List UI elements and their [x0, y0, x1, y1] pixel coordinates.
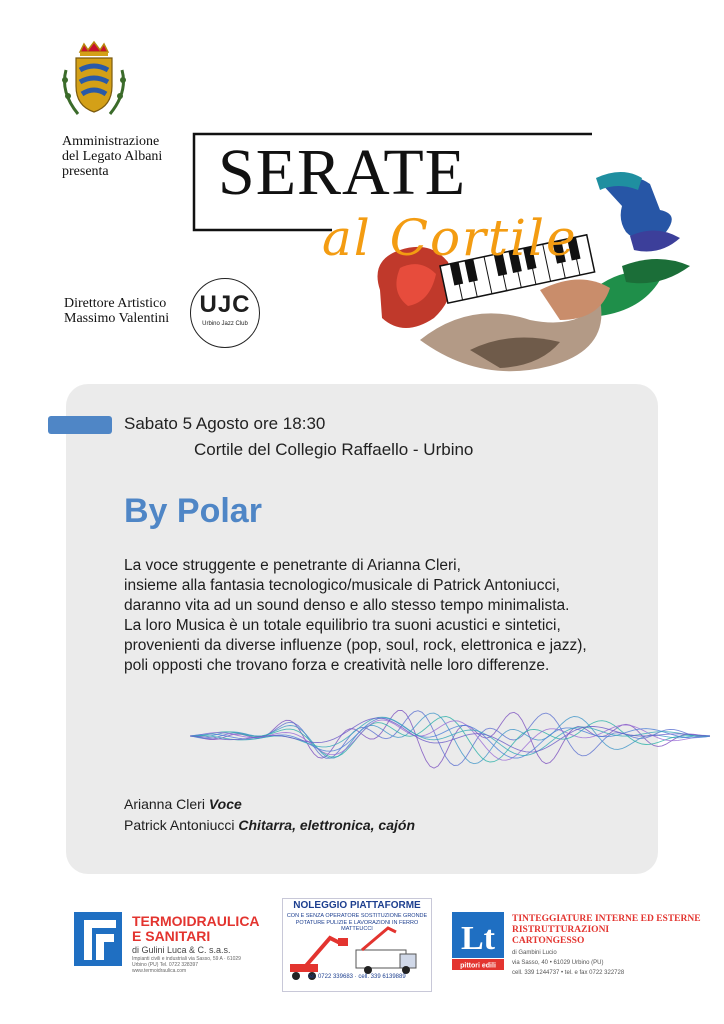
- director-name: Massimo Valentini: [64, 311, 170, 326]
- service-line: CON E SENZA OPERATORE SOSTITUZIONE GRONDE: [286, 913, 428, 919]
- event-title: By Polar: [124, 492, 262, 530]
- sponsor-name-line: TERMOIDRAULICA: [132, 913, 260, 929]
- service-line: POTATURE PULIZIE E LAVORAZIONI IN FERRO: [295, 919, 419, 926]
- pittori-mark-text: Lt: [461, 920, 495, 957]
- service-line: RISTRUTTURAZIONI: [512, 925, 610, 935]
- pittori-mark-caption: pittori edili: [460, 962, 496, 970]
- performers-list: [124, 794, 415, 836]
- termoidraulica-name: [132, 914, 260, 944]
- presenter-line: presenta: [62, 164, 109, 179]
- contact-line: Urbino (PU) Tel. 0722 328397: [132, 962, 199, 968]
- performer-name: Arianna Cleri: [124, 796, 205, 812]
- pittori-contacts: [512, 948, 624, 978]
- performer-name: Patrick Antoniucci: [124, 817, 235, 833]
- presenter-line: del Legato Albani: [62, 149, 163, 164]
- description-line: poli opposti che trovano forza e creatività nelle loro differenze.: [124, 657, 550, 674]
- contact-line: cell. 339 1244737 • tel. e fax 0722 322728: [512, 970, 625, 976]
- performer-item: [124, 794, 415, 815]
- description-line: insieme alla fantasia tecnologico/musicale di Patrick Antoniucci,: [124, 577, 560, 594]
- event-description: [124, 556, 624, 676]
- noleggio-services: [282, 913, 432, 933]
- event-day: Sabato: [124, 414, 178, 433]
- accent-tab: [48, 416, 112, 434]
- contact-line: via Sasso, 40 • 61029 Urbino (PU): [512, 960, 604, 966]
- presenter-line: Amministrazione: [62, 134, 160, 149]
- wave-line: [190, 713, 710, 764]
- presenter-text: [62, 134, 162, 179]
- ujc-logo: [190, 278, 260, 348]
- wave-line: [190, 718, 710, 758]
- service-line: MATTEUCCI: [341, 926, 373, 932]
- title-al-cortile: al Cortile: [322, 209, 578, 267]
- wave-line: [190, 717, 710, 763]
- description-line: La voce struggente e penetrante di Arianna Cleri,: [124, 557, 461, 574]
- wave-line: [190, 711, 710, 766]
- artistic-director: [64, 296, 169, 326]
- performer-item: [124, 815, 415, 836]
- coat-of-arms-icon: [58, 40, 130, 120]
- ujc-letters: UJC: [199, 291, 251, 318]
- service-line: TINTEGGIATURE INTERNE ED ESTERNE: [512, 914, 701, 924]
- description-line: daranno vita ad un sound denso e allo stesso tempo minimalista.: [124, 597, 570, 614]
- event-date: [124, 414, 325, 434]
- performer-role: Chitarra, elettronica, cajón: [238, 817, 415, 833]
- termoidraulica-subtitle: di Gulini Luca & C. s.a.s.: [132, 945, 231, 955]
- description-line: La loro Musica è un totale equilibrio tra suoni acustici e sintetici,: [124, 617, 561, 634]
- pittori-services: [512, 914, 701, 947]
- contact-line: Impianti civili e industriali via Sasso, 59 A · 61029: [132, 956, 241, 962]
- sound-wave-graphic: [190, 680, 712, 792]
- ujc-caption: Urbino Jazz Club: [202, 321, 248, 327]
- service-line: CARTONGESSO: [512, 936, 585, 946]
- event-date-time: 5 Agosto ore 18:30: [182, 414, 326, 433]
- description-line: provenienti da diverse influenze (pop, soul, rock, elettronica e jazz),: [124, 637, 587, 654]
- performer-role: Voce: [208, 796, 242, 812]
- noleggio-phones: tel. 0722 339683 · cell. 339 6139889: [308, 974, 406, 980]
- title-serate: SERATE: [218, 136, 467, 209]
- pittori-edili-logo-icon: [452, 912, 504, 970]
- contact-line: di Gambini Lucio: [512, 950, 557, 956]
- termoidraulica-contacts: [132, 956, 241, 974]
- sponsor-name-line: E SANITARI: [132, 928, 211, 944]
- event-venue: Cortile del Collegio Raffaello - Urbino: [194, 440, 474, 459]
- noleggio-title: NOLEGGIO PIATTAFORME: [293, 900, 421, 911]
- director-role: Direttore Artistico: [64, 296, 167, 311]
- termoidraulica-logo-icon: [74, 912, 122, 966]
- contact-line: www.termoidraulica.com: [132, 968, 187, 974]
